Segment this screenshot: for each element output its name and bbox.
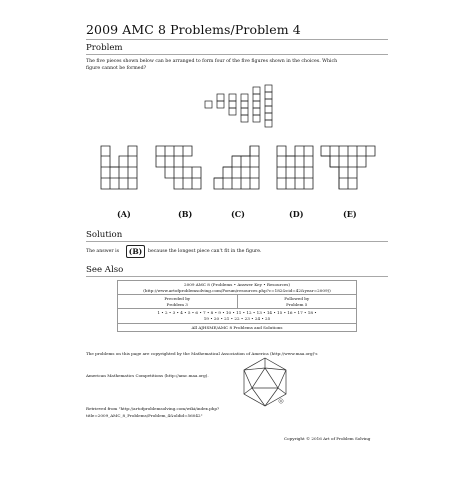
nav-title-cell [118, 281, 357, 295]
figure-e [320, 145, 380, 200]
solution-prefix: The answer is [86, 249, 120, 254]
copyright-notice-line-2: American Mathematics Competitions (http://amc.maa.org). [86, 373, 209, 378]
solution-divider [86, 241, 388, 242]
followed-cell [237, 295, 357, 309]
problem-heading: Problem [86, 43, 123, 53]
problem-divider [86, 54, 388, 55]
all-problems-link[interactable]: All AJHSME/AMC 8 Problems and Solutions [191, 324, 283, 330]
solution-suffix: because the longest piece can't fit in the figure. [148, 249, 262, 254]
choice-d-label: (D) [289, 209, 304, 219]
answer-box: (B) [126, 245, 145, 258]
retrieved-from-line-1: Retrieved from "http://artofproblemsolving.com/wiki/index.php? [86, 406, 220, 411]
followed-label: Followed by [284, 296, 310, 302]
aops-copyright: Copyright © 2016 Art of Problem Solving [284, 436, 371, 441]
see-also-divider [86, 276, 388, 277]
choice-c-label: (C) [231, 209, 245, 219]
five-pieces-diagram [204, 84, 282, 128]
problem-links-line-2[interactable]: 19 • 20 • 21 • 22 • 23 • 24 • 25 [203, 315, 271, 321]
problem-links-line-1[interactable]: 1 • 2 • 3 • 4 • 5 • 6 • 7 • 8 • 9 • 10 • 11 • 12 • 13 • 14 • 15 • 16 • 17 • 18 • [157, 310, 317, 316]
page-title: 2009 AMC 8 Problems/Problem 4 [86, 22, 301, 37]
preceded-cell [118, 295, 238, 309]
nav-url[interactable]: (http://www.artofproblemsolving.com/Forum/resources.php?c=182&cid=42&year=2009)) [143, 287, 331, 293]
piece-1x1 [205, 101, 212, 108]
figure-a [100, 145, 152, 200]
piece-1x4 [241, 94, 248, 101]
icosahedron-logo [240, 356, 290, 408]
navigation-table [117, 280, 357, 332]
choice-a-label: (A) [117, 209, 131, 219]
figure-c [213, 145, 269, 200]
svg-text:R: R [279, 399, 283, 404]
preceded-link[interactable]: Problem 3 [166, 301, 188, 307]
piece-1x6 [265, 85, 272, 92]
problem-links-cell [118, 309, 357, 323]
solution-heading: Solution [86, 230, 123, 240]
choice-b-label: (B) [178, 209, 193, 219]
figure-b [155, 145, 213, 200]
preceded-label: Preceded by [164, 296, 191, 302]
figure-d [276, 145, 314, 200]
copyright-notice-line-1: The problems on this page are copyrighted by the Mathematical Association of America (http://www.maa.org)'s [86, 351, 318, 356]
title-divider [86, 39, 388, 40]
problem-text-line-1: The five pieces shown below can be arranged to form four of the five figures shown in the choices. Which [86, 59, 338, 64]
followed-link[interactable]: Problem 5 [286, 301, 308, 307]
choice-e-label: (E) [343, 209, 357, 219]
problem-text-line-2: figure cannot be formed? [86, 66, 147, 71]
piece-1x3 [229, 94, 236, 101]
nav-title-link[interactable]: 2009 AMC 8 (Problems • Answer Key • Resources) [184, 282, 290, 287]
piece-1x5 [253, 87, 260, 94]
piece-1x2-a [217, 94, 224, 101]
retrieved-from-line-2[interactable]: title=2009_AMC_8_Problems/Problem_4&oldid=56042" [86, 413, 203, 418]
see-also-heading: See Also [86, 265, 124, 275]
all-problems-cell [118, 323, 357, 332]
